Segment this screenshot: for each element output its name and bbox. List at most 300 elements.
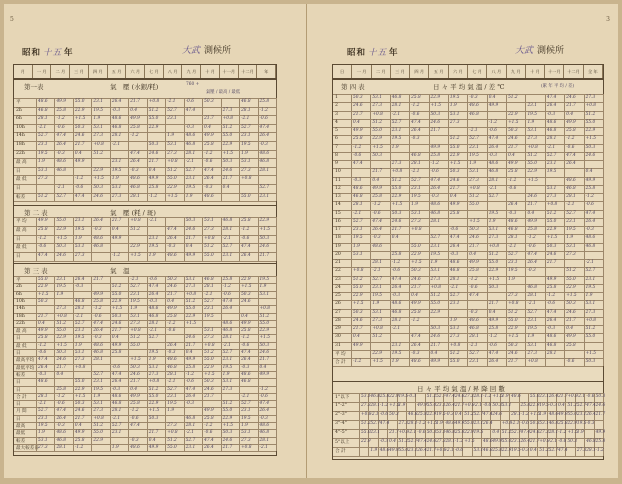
handwritten-entry: 49.9 (167, 306, 177, 312)
handwritten-entry: 47.4 (546, 309, 557, 315)
handwritten-entry: 50.3 (508, 342, 518, 348)
handwritten-entry: 47.4 (353, 161, 363, 166)
handwritten-entry: 25.8 (520, 403, 531, 408)
handwritten-entry: -1.2 (241, 226, 250, 232)
handwritten-entry: 51.2 (204, 244, 214, 250)
handwritten-entry: 49.9 (454, 421, 465, 426)
handwritten-entry: 50.3 (488, 284, 499, 290)
grid-rule (409, 94, 410, 366)
handwritten-entry: -1.2 (483, 394, 492, 399)
handwritten-entry: 46.8 (548, 421, 559, 426)
table5-section (333, 381, 606, 458)
handwritten-entry: -0.3 (546, 111, 556, 117)
handwritten-entry: 26.4 (508, 202, 518, 208)
grid-rule (54, 98, 55, 201)
handwritten-entry: -1.2 (259, 107, 268, 113)
handwritten-entry: +1.5 (430, 103, 441, 109)
handwritten-entry: 53.1 (527, 128, 538, 133)
handwritten-entry: 55.0 (449, 359, 460, 364)
handwritten-entry: 26.4 (546, 317, 557, 323)
handwritten-entry: 27.3 (38, 176, 48, 182)
handwritten-entry: 27.3 (222, 386, 233, 392)
handwritten-entry: -0.3 (445, 412, 454, 417)
handwritten-entry: -0.3 (527, 268, 536, 274)
row-label: 17 (335, 227, 341, 232)
handwritten-entry: 50.3 (353, 95, 363, 100)
handwritten-entry: -2.1 (511, 421, 520, 426)
handwritten-entry: 19.5 (511, 448, 521, 453)
handwritten-entry: 49.9 (488, 317, 499, 323)
handwritten-entry: 55.0 (585, 334, 596, 340)
handwritten-entry: 24.6 (454, 394, 465, 399)
handwritten-entry: +1.5 (222, 150, 234, 156)
handwritten-entry: -0.6 (520, 421, 529, 426)
handwritten-entry: -0.6 (241, 342, 250, 348)
handwritten-entry: +1.5 (74, 393, 86, 399)
grid-rule (14, 291, 276, 292)
handwritten-entry: 21.7 (454, 403, 465, 408)
handwritten-entry: 28.1 (222, 226, 233, 232)
handwritten-entry: 48.6 (546, 334, 557, 340)
handwritten-entry: 0.4 (111, 335, 119, 341)
handwritten-entry: 46.8 (167, 364, 177, 370)
handwritten-entry: 28.1 (473, 394, 484, 399)
handwritten-entry: +1.5 (148, 408, 160, 414)
handwritten-entry: 1.9 (449, 103, 457, 109)
handwritten-entry: 1.9 (436, 421, 443, 426)
handwritten-entry: 21.7 (259, 253, 270, 259)
row-label: 7 (335, 144, 338, 150)
handwritten-entry: 46.8 (469, 326, 479, 331)
handwritten-entry: 0.4 (527, 210, 535, 216)
handwritten-entry: +0.8 (398, 430, 409, 435)
handwritten-entry: 52.7 (353, 218, 363, 224)
handwritten-entry: 55.0 (56, 328, 67, 334)
handwritten-entry: 27.3 (398, 421, 409, 426)
grid-rule (14, 132, 276, 133)
handwritten-entry: 49.9 (204, 133, 214, 139)
handwritten-entry: 51.2 (148, 107, 159, 113)
handwritten-entry: 22.9 (430, 309, 441, 315)
handwritten-entry: -0.3 (430, 194, 439, 199)
handwritten-entry: 46.8 (93, 244, 103, 250)
month-header-cell: 二 月 (372, 65, 391, 78)
handwritten-entry: 52.7 (204, 298, 214, 304)
grid-rule (14, 175, 276, 176)
handwritten-entry: 55.0 (585, 119, 596, 125)
handwritten-entry: 52.7 (74, 320, 85, 326)
handwritten-entry: 51.2 (204, 350, 214, 355)
handwritten-entry: 21.7 (204, 393, 214, 399)
handwritten-entry: 48.6 (372, 243, 382, 249)
handwritten-entry: 49.9 (372, 185, 382, 191)
row-label: 21 (335, 260, 341, 265)
handwritten-entry: 55.0 (74, 379, 85, 385)
handwritten-entry: 48.6 (445, 421, 456, 426)
handwritten-entry: 55.0 (469, 202, 479, 208)
handwritten-entry: 28.1 (259, 167, 270, 173)
handwritten-entry: -2.1 (445, 448, 454, 453)
handwritten-entry: 1.9 (148, 357, 156, 363)
row-label: 18h (16, 313, 25, 319)
handwritten-entry: -0.3 (167, 350, 176, 355)
row-label: 6h (16, 291, 22, 297)
handwritten-entry: 27.3 (74, 253, 85, 259)
handwritten-entry: 23.1 (527, 103, 538, 109)
left-page (4, 4, 307, 478)
handwritten-entry: 28.1 (546, 136, 557, 142)
row-label: 31 (335, 342, 341, 348)
row-label: 日 (16, 168, 21, 174)
handwritten-entry: -0.3 (548, 403, 557, 408)
handwritten-entry: 46.8 (469, 111, 479, 117)
handwritten-entry: 1.9 (56, 291, 64, 297)
handwritten-entry: 53.1 (372, 95, 382, 100)
handwritten-entry: 28.1 (74, 306, 85, 312)
handwritten-entry: 53.1 (38, 167, 48, 173)
month-header-cell: 十 月 (201, 65, 220, 78)
month-header-cell: 八 月 (487, 65, 506, 78)
handwritten-entry: 26.4 (259, 133, 270, 139)
handwritten-entry: 24.6 (353, 317, 363, 323)
handwritten-entry: 26.4 (411, 128, 421, 133)
handwritten-entry: -0.6 (148, 277, 158, 282)
handwritten-entry: +1.5 (353, 301, 364, 307)
handwritten-entry: 55.0 (426, 403, 437, 408)
handwritten-entry: 19.5 (473, 430, 484, 435)
handwritten-entry: 25.8 (411, 95, 421, 100)
handwritten-entry: 19.5 (398, 394, 409, 399)
handwritten-entry: -2.1 (56, 185, 65, 190)
handwritten-entry: 26.4 (548, 394, 559, 399)
handwritten-entry: 28.1 (148, 320, 159, 326)
handwritten-entry: -1.2 (488, 119, 497, 125)
handwritten-entry: 50.3 (426, 430, 437, 435)
handwritten-entry: 51.2 (430, 293, 441, 298)
handwritten-entry: 26.4 (111, 99, 122, 104)
handwritten-entry: 0.4 (148, 437, 156, 443)
handwritten-entry: -1.2 (93, 306, 102, 312)
handwritten-entry: 23.1 (576, 412, 587, 417)
handwritten-entry: +1.5 (546, 235, 558, 241)
handwritten-entry: 28.1 (241, 107, 251, 113)
handwritten-entry: -2.1 (449, 284, 459, 290)
handwritten-entry: 55.0 (185, 306, 196, 312)
handwritten-entry: 22.9 (259, 218, 270, 223)
handwritten-entry: 19.5 (93, 107, 103, 113)
handwritten-entry: 27.3 (566, 251, 576, 257)
handwritten-entry: 46.8 (430, 210, 441, 216)
handwritten-entry: 1.9 (488, 218, 496, 224)
grid-rule (184, 217, 185, 261)
handwritten-entry: 23.1 (473, 421, 484, 426)
handwritten-entry: 25.8 (130, 124, 140, 130)
handwritten-entry: 49.9 (241, 320, 251, 326)
handwritten-entry: 47.4 (259, 124, 270, 130)
handwritten-entry: 53.1 (241, 430, 251, 436)
handwritten-entry: 24.6 (430, 334, 441, 340)
handwritten-entry: 50.3 (148, 415, 159, 421)
row-label: 1°以下 (335, 395, 350, 400)
grid-rule (14, 422, 276, 423)
handwritten-entry: 55.0 (204, 253, 214, 259)
row-label: 2°-3° (335, 412, 347, 417)
handwritten-entry: 19.5 (449, 95, 460, 100)
handwritten-entry: -0.6 (508, 185, 517, 191)
handwritten-entry: 22.9 (372, 136, 382, 142)
handwritten-entry: 27.3 (148, 371, 159, 377)
handwritten-entry: -0.3 (508, 210, 517, 216)
handwritten-entry: +1.5 (449, 161, 461, 166)
handwritten-entry: +0.8 (488, 243, 500, 249)
handwritten-entry: -1.2 (74, 444, 84, 450)
handwritten-entry: 1.9 (411, 202, 418, 208)
grid-rule (359, 393, 360, 456)
handwritten-entry: 52.7 (222, 350, 233, 355)
handwritten-entry: 46.8 (411, 152, 421, 158)
handwritten-entry: -0.3 (259, 142, 268, 147)
handwritten-entry: 28.1 (56, 444, 67, 450)
handwritten-entry: +1.5 (130, 357, 141, 363)
handwritten-entry: 0.4 (469, 251, 477, 257)
handwritten-entry: 55.0 (167, 444, 177, 450)
handwritten-entry: -1.2 (411, 103, 420, 109)
handwritten-entry: 52.7 (185, 167, 196, 173)
handwritten-entry: 21.7 (426, 448, 437, 453)
right-month-header-row (333, 65, 603, 79)
row-label: 6 (335, 136, 338, 142)
handwritten-entry: 53.1 (449, 111, 460, 117)
month-header-cell: 二 月 (51, 65, 70, 78)
handwritten-entry: 19.5 (241, 142, 251, 147)
grid-rule (91, 98, 92, 201)
handwritten-entry: 55.0 (38, 277, 48, 282)
grid-rule (14, 243, 276, 244)
grid-rule (276, 276, 277, 451)
handwritten-entry: 53.1 (93, 124, 103, 130)
grid-rule (258, 217, 259, 261)
handwritten-entry: 26.4 (566, 161, 576, 166)
handwritten-entry: 26.4 (241, 253, 251, 259)
handwritten-entry: 21.7 (389, 430, 399, 435)
handwritten-entry: 0.4 (148, 167, 156, 173)
handwritten-entry: 52.7 (56, 193, 67, 199)
handwritten-entry: 1.9 (566, 235, 574, 241)
handwritten-entry: -2.1 (111, 415, 121, 421)
handwritten-entry: 28.1 (259, 437, 270, 443)
handwritten-entry: 21.7 (222, 176, 233, 182)
handwritten-entry: 22.9 (430, 95, 441, 100)
handwritten-entry: +1.5 (74, 116, 86, 122)
handwritten-entry: 47.4 (38, 357, 48, 363)
handwritten-entry: 26.4 (586, 412, 596, 417)
handwritten-entry: -0.3 (93, 335, 102, 341)
handwritten-entry: 24.6 (391, 218, 402, 224)
handwritten-entry: 51.2 (372, 334, 382, 340)
handwritten-entry: 25.8 (130, 401, 140, 407)
handwritten-entry: 22.9 (508, 111, 518, 117)
handwritten-entry: 55.0 (527, 161, 538, 166)
grid-rule (14, 320, 276, 321)
handwritten-entry: 50.3 (74, 401, 85, 407)
handwritten-entry: 27.3 (546, 194, 557, 199)
handwritten-entry: 52.7 (241, 124, 251, 130)
handwritten-entry: 47.4 (558, 448, 568, 453)
handwritten-entry: 55.0 (567, 412, 578, 417)
row-label: 最大較差日 (16, 445, 39, 451)
handwritten-entry: 47.4 (111, 371, 122, 377)
handwritten-entry: 24.6 (529, 430, 540, 435)
table1-note1: 760 + (186, 82, 200, 87)
handwritten-entry: 50.3 (391, 210, 402, 216)
grid-rule (73, 276, 74, 451)
handwritten-entry: -0.6 (93, 313, 102, 319)
handwritten-entry: -1.2 (520, 412, 529, 417)
handwritten-entry: 47.4 (527, 251, 538, 257)
handwritten-entry: -1.2 (508, 177, 517, 183)
grid-rule (14, 201, 276, 202)
handwritten-entry: 48.6 (546, 119, 557, 125)
handwritten-entry: +0.8 (241, 176, 252, 182)
handwritten-entry: -1.2 (488, 334, 497, 340)
handwritten-entry: 24.6 (74, 408, 85, 414)
left-observation-table (13, 64, 277, 456)
handwritten-entry: 24.6 (241, 298, 251, 304)
handwritten-entry: 51.2 (527, 152, 538, 158)
handwritten-entry: 24.6 (585, 152, 596, 158)
handwritten-entry: -0.6 (546, 301, 556, 307)
handwritten-entry: 26.4 (585, 218, 596, 224)
grid-rule (14, 184, 276, 185)
handwritten-entry: 49.9 (130, 393, 140, 399)
handwritten-entry: -0.6 (454, 448, 464, 453)
handwritten-entry: 48.6 (167, 253, 177, 259)
handwritten-entry: 21.7 (411, 284, 421, 290)
handwritten-entry: 48.6 (38, 379, 48, 385)
handwritten-entry: 23.1 (93, 379, 103, 385)
handwritten-entry: 51.2 (222, 401, 233, 407)
row-label: 4°-5° (335, 430, 347, 435)
handwritten-entry: 21.7 (372, 169, 382, 175)
handwritten-entry: 21.7 (111, 218, 122, 223)
handwritten-entry: +0.8 (411, 227, 422, 232)
month-header-cell: 全 年 (584, 65, 603, 78)
table3-grid (14, 276, 276, 451)
handwritten-entry: 27.3 (539, 430, 549, 435)
handwritten-entry: 50.3 (111, 313, 122, 319)
handwritten-entry: -2.1 (222, 235, 231, 241)
handwritten-entry: 22.9 (464, 430, 474, 435)
handwritten-entry: 51.2 (449, 136, 460, 142)
handwritten-entry: 51.2 (130, 335, 140, 341)
handwritten-entry: 0.4 (130, 386, 138, 392)
handwritten-entry: -0.3 (111, 107, 121, 113)
handwritten-entry: 21.7 (430, 128, 441, 133)
handwritten-entry: 55.0 (372, 128, 382, 133)
handwritten-entry: +0.8 (546, 202, 558, 208)
handwritten-entry: 23.1 (372, 284, 382, 290)
handwritten-entry: 26.4 (38, 364, 48, 370)
handwritten-entry: +0.8 (259, 306, 270, 312)
handwritten-entry: 27.3 (222, 107, 233, 113)
handwritten-entry: 27.3 (372, 103, 382, 109)
handwritten-entry: 21.7 (566, 103, 576, 109)
handwritten-entry: 28.1 (130, 193, 140, 199)
handwritten-entry: 53.1 (501, 403, 512, 408)
handwritten-entry: 0.4 (566, 326, 574, 331)
handwritten-entry: 49.9 (353, 342, 363, 348)
handwritten-entry: 22.9 (508, 326, 518, 331)
handwritten-entry: 27.3 (527, 350, 538, 356)
row-label: 日 (16, 402, 21, 408)
handwritten-entry: 0.4 (56, 371, 64, 377)
handwritten-entry: 25.8 (566, 342, 576, 348)
handwritten-entry: -1.2 (566, 136, 575, 142)
handwritten-entry: 23.1 (539, 394, 549, 399)
handwritten-entry: -0.6 (185, 379, 194, 385)
row-label: 15 (335, 210, 341, 216)
handwritten-entry: +1.5 (259, 226, 270, 232)
handwritten-entry: 55.0 (130, 342, 140, 348)
handwritten-entry: 23.1 (185, 444, 196, 450)
handwritten-entry: 55.0 (361, 430, 371, 435)
handwritten-entry: 19.5 (353, 235, 363, 241)
handwritten-entry: -1.2 (595, 448, 604, 453)
month-header-cell: 七 月 (468, 65, 487, 78)
handwritten-entry: 25.8 (379, 394, 390, 399)
table4-label: 第 四 表 (341, 83, 365, 91)
handwritten-entry: 28.1 (185, 423, 196, 428)
handwritten-entry: +0.8 (130, 328, 141, 334)
handwritten-entry: 52.7 (436, 394, 446, 399)
handwritten-entry: 1.9 (585, 293, 593, 298)
handwritten-entry: 50.3 (56, 244, 67, 250)
handwritten-entry: 0.4 (222, 185, 230, 190)
handwritten-entry: -1.2 (241, 335, 250, 341)
handwritten-entry: +0.8 (436, 448, 447, 453)
handwritten-entry: +1.5 (93, 176, 104, 182)
handwritten-entry: 21.7 (74, 415, 85, 421)
handwritten-entry: 55.0 (148, 116, 159, 122)
handwritten-entry: 1.9 (539, 412, 547, 417)
handwritten-entry: 0.4 (185, 244, 193, 250)
table3-label: 第 三 表 (24, 267, 48, 275)
handwritten-entry: 22.9 (501, 448, 512, 453)
handwritten-entry: +0.8 (527, 359, 538, 364)
row-label: 22h (16, 150, 25, 156)
handwritten-entry: 51.2 (56, 320, 67, 326)
handwritten-entry: 24.6 (595, 403, 606, 408)
handwritten-entry: 28.1 (449, 276, 460, 282)
handwritten-entry: 1.9 (508, 276, 515, 282)
handwritten-entry: 28.1 (586, 448, 596, 453)
row-label: 較差 (16, 194, 26, 200)
handwritten-entry: 24.6 (130, 371, 140, 377)
handwritten-entry: +0.8 (93, 142, 104, 147)
handwritten-entry: 21.7 (185, 342, 196, 348)
handwritten-entry: 26.4 (520, 439, 531, 444)
handwritten-entry: 23.1 (74, 218, 85, 223)
handwritten-entry: 46.8 (241, 379, 251, 385)
handwritten-entry: 27.3 (204, 335, 214, 341)
handwritten-entry: 25.8 (469, 268, 479, 274)
handwritten-entry: 22.9 (372, 350, 382, 356)
month-header-cell: 五 月 (108, 65, 127, 78)
handwritten-entry: +1.5 (529, 412, 541, 417)
handwritten-entry: 24.6 (411, 276, 421, 282)
handwritten-entry: 53.1 (566, 243, 576, 249)
handwritten-entry: +0.8 (361, 412, 372, 417)
